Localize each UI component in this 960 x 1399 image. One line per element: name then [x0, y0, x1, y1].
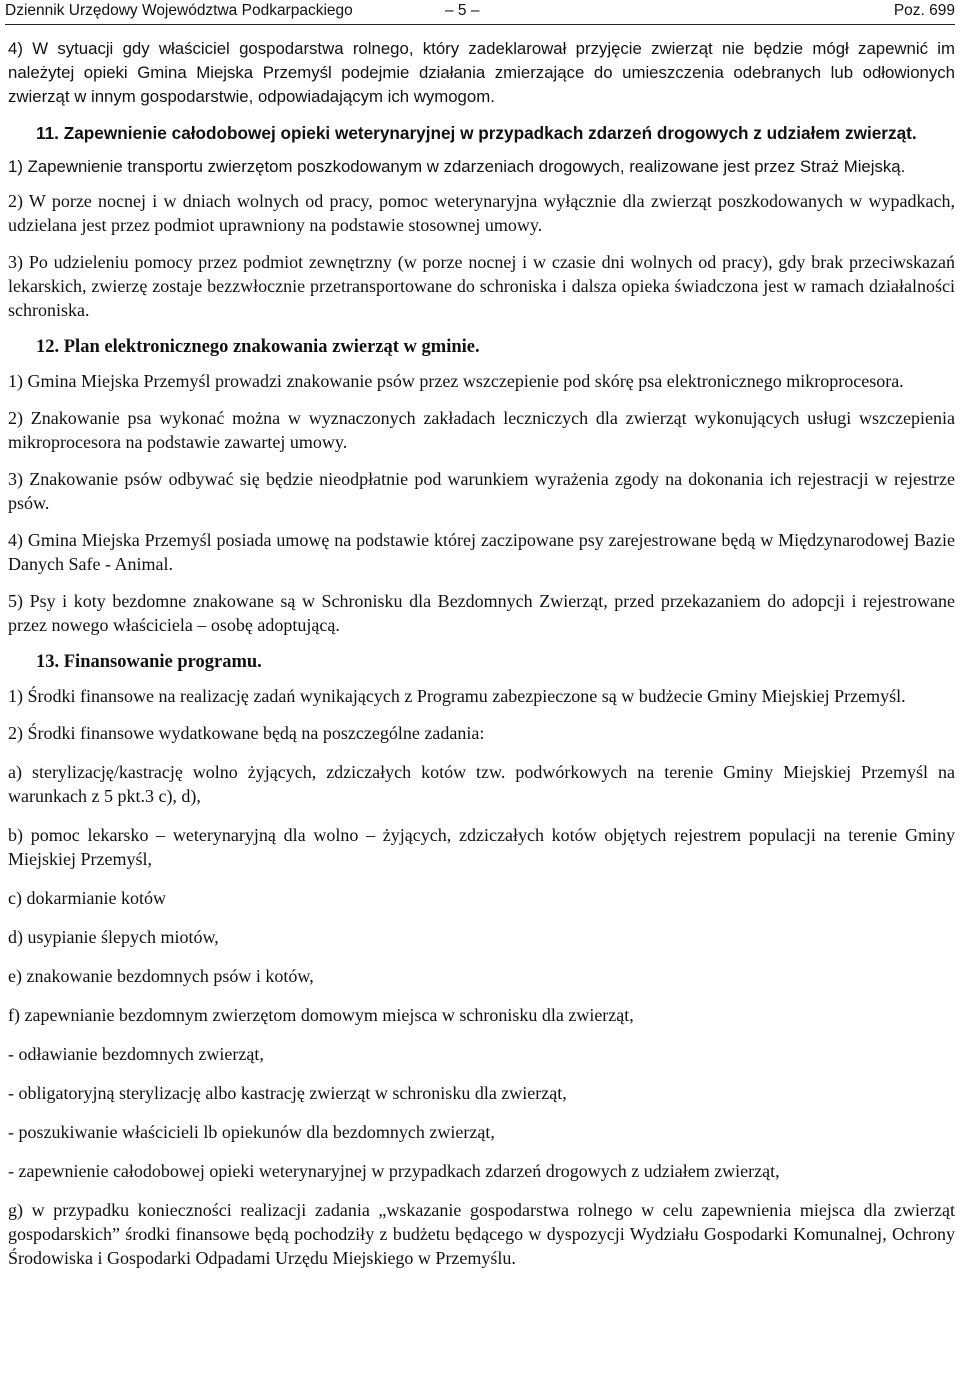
- section12-heading: 12. Plan elektronicznego znakowania zwierząt w gminie.: [36, 337, 480, 357]
- position-number: Poz. 699: [893, 2, 955, 19]
- section13-sub-e: e) znakowanie bezdomnych psów i kotów,: [8, 966, 314, 986]
- section13-dash4: - zapewnienie całodobowej opieki weterynaryjnej w przypadkach zdarzeń drogowych z udziałem zwierząt,: [8, 1161, 780, 1181]
- section11-item2: 2) W porze nocnej i w dniach wolnych od pracy, pomoc weterynaryjna wyłącznie dla zwierząt poszkodowanych w wypadkach, udzielana jest przez podmiot uprawniony na podstawie stosownej umowy.: [8, 191, 955, 235]
- section13-dash3: - poszukiwanie właścicieli lb opiekunów dla bezdomnych zwierząt,: [8, 1122, 495, 1142]
- section13-sub-c: c) dokarmianie kotów: [8, 888, 166, 908]
- section11-heading: 11. Zapewnienie całodobowej opieki weterynaryjnej w przypadkach zdarzeń drogowych z udziałem zwierząt.: [36, 123, 917, 143]
- section13-sub-b: b) pomoc lekarsko – weterynaryjną dla wolno – żyjących, zdziczałych kotów objętych rejestrem populacji na terenie Gminy Miejskiej Przemyśl,: [8, 825, 955, 869]
- section13-sub-f: f) zapewnianie bezdomnym zwierzętom domowym miejsca w schronisku dla zwierząt,: [8, 1005, 634, 1025]
- section13-item1: 1) Środki finansowe na realizację zadań wynikających z Programu zabezpieczone są w budżecie Gminy Miejskiej Przemyśl.: [8, 686, 906, 706]
- section13-dash2: - obligatoryjną sterylizację albo kastrację zwierząt w schronisku dla zwierząt,: [8, 1083, 567, 1103]
- section13-item2: 2) Środki finansowe wydatkowane będą na poszczególne zadania:: [8, 723, 485, 743]
- section13-sub-a: a) sterylizację/kastrację wolno żyjących, zdziczałych kotów tzw. podwórkowych na terenie Gminy Miejskiej Przemyśl na warunkach z 5 pkt.3 c), d),: [8, 762, 955, 806]
- page-number: – 5 –: [445, 2, 480, 19]
- document-body: [8, 37, 955, 1270]
- section12-item5: 5) Psy i koty bezdomne znakowane są w Schronisku dla Bezdomnych Zwierząt, przed przekazaniem do adopcji i rejestrowane przez nowego właściciela – osobę adoptującą.: [8, 591, 955, 635]
- section12-item4: 4) Gmina Miejska Przemyśl posiada umowę na podstawie której zaczipowane psy zarejestrowane będą w Międzynarodowej Bazie Danych Safe - Animal.: [8, 530, 955, 574]
- section10-item4: 4) W sytuacji gdy właściciel gospodarstwa rolnego, który zadeklarował przyjęcie zwierząt nie będzie mógł zapewnić im należytej opieki Gmina Miejska Przemyśl podejmie działania zmierzające do umieszczenia odebranych lub odłowionych zwierząt w innym gospodarstwie, odpowiadającym ich wymogom.: [8, 39, 955, 106]
- journal-title: Dziennik Urzędowy Województwa Podkarpackiego: [5, 2, 353, 19]
- section12-item1: 1) Gmina Miejska Przemyśl prowadzi znakowanie psów przez wszczepienie pod skórę psa elektronicznego mikroprocesora.: [8, 371, 904, 391]
- page-header: [5, 0, 955, 25]
- section13-sub-d: d) usypianie ślepych miotów,: [8, 927, 219, 947]
- section13-heading: 13. Finansowanie programu.: [36, 652, 262, 672]
- section11-item1: 1) Zapewnienie transportu zwierzętom poszkodowanym w zdarzeniach drogowych, realizowane jest przez Straż Miejską.: [8, 157, 906, 176]
- section12-item3: 3) Znakowanie psów odbywać się będzie nieodpłatnie pod warunkiem wyrażenia zgody na dokonania ich rejestracji w rejestrze psów.: [8, 469, 955, 513]
- section13-dash1: - odławianie bezdomnych zwierząt,: [8, 1044, 264, 1064]
- section12-item2: 2) Znakowanie psa wykonać można w wyznaczonych zakładach leczniczych dla zwierząt wykonujących usługi wszczepienia mikroprocesora na podstawie zawartej umowy.: [8, 408, 955, 452]
- section13-sub-g: g) w przypadku konieczności realizacji zadania „wskazanie gospodarstwa rolnego w celu zapewnienia miejsca dla zwierząt gospodarskich” środki finansowe będą pochodziły z budżetu będącego w dyspozycji Wydziału Gospodarki Komunalnej, Ochrony Środowiska i Gospodarki Odpadami Urzędu Miejskiego w Przemyślu.: [8, 1200, 955, 1268]
- section11-item3: 3) Po udzieleniu pomocy przez podmiot zewnętrzny (w porze nocnej i w czasie dni wolnych od pracy), gdy brak przeciwskazań lekarskich, zwierzę zostaje bezzwłocznie przetransportowane do schroniska i dalsza opieka świadczona jest w ramach działalności schroniska.: [8, 252, 955, 320]
